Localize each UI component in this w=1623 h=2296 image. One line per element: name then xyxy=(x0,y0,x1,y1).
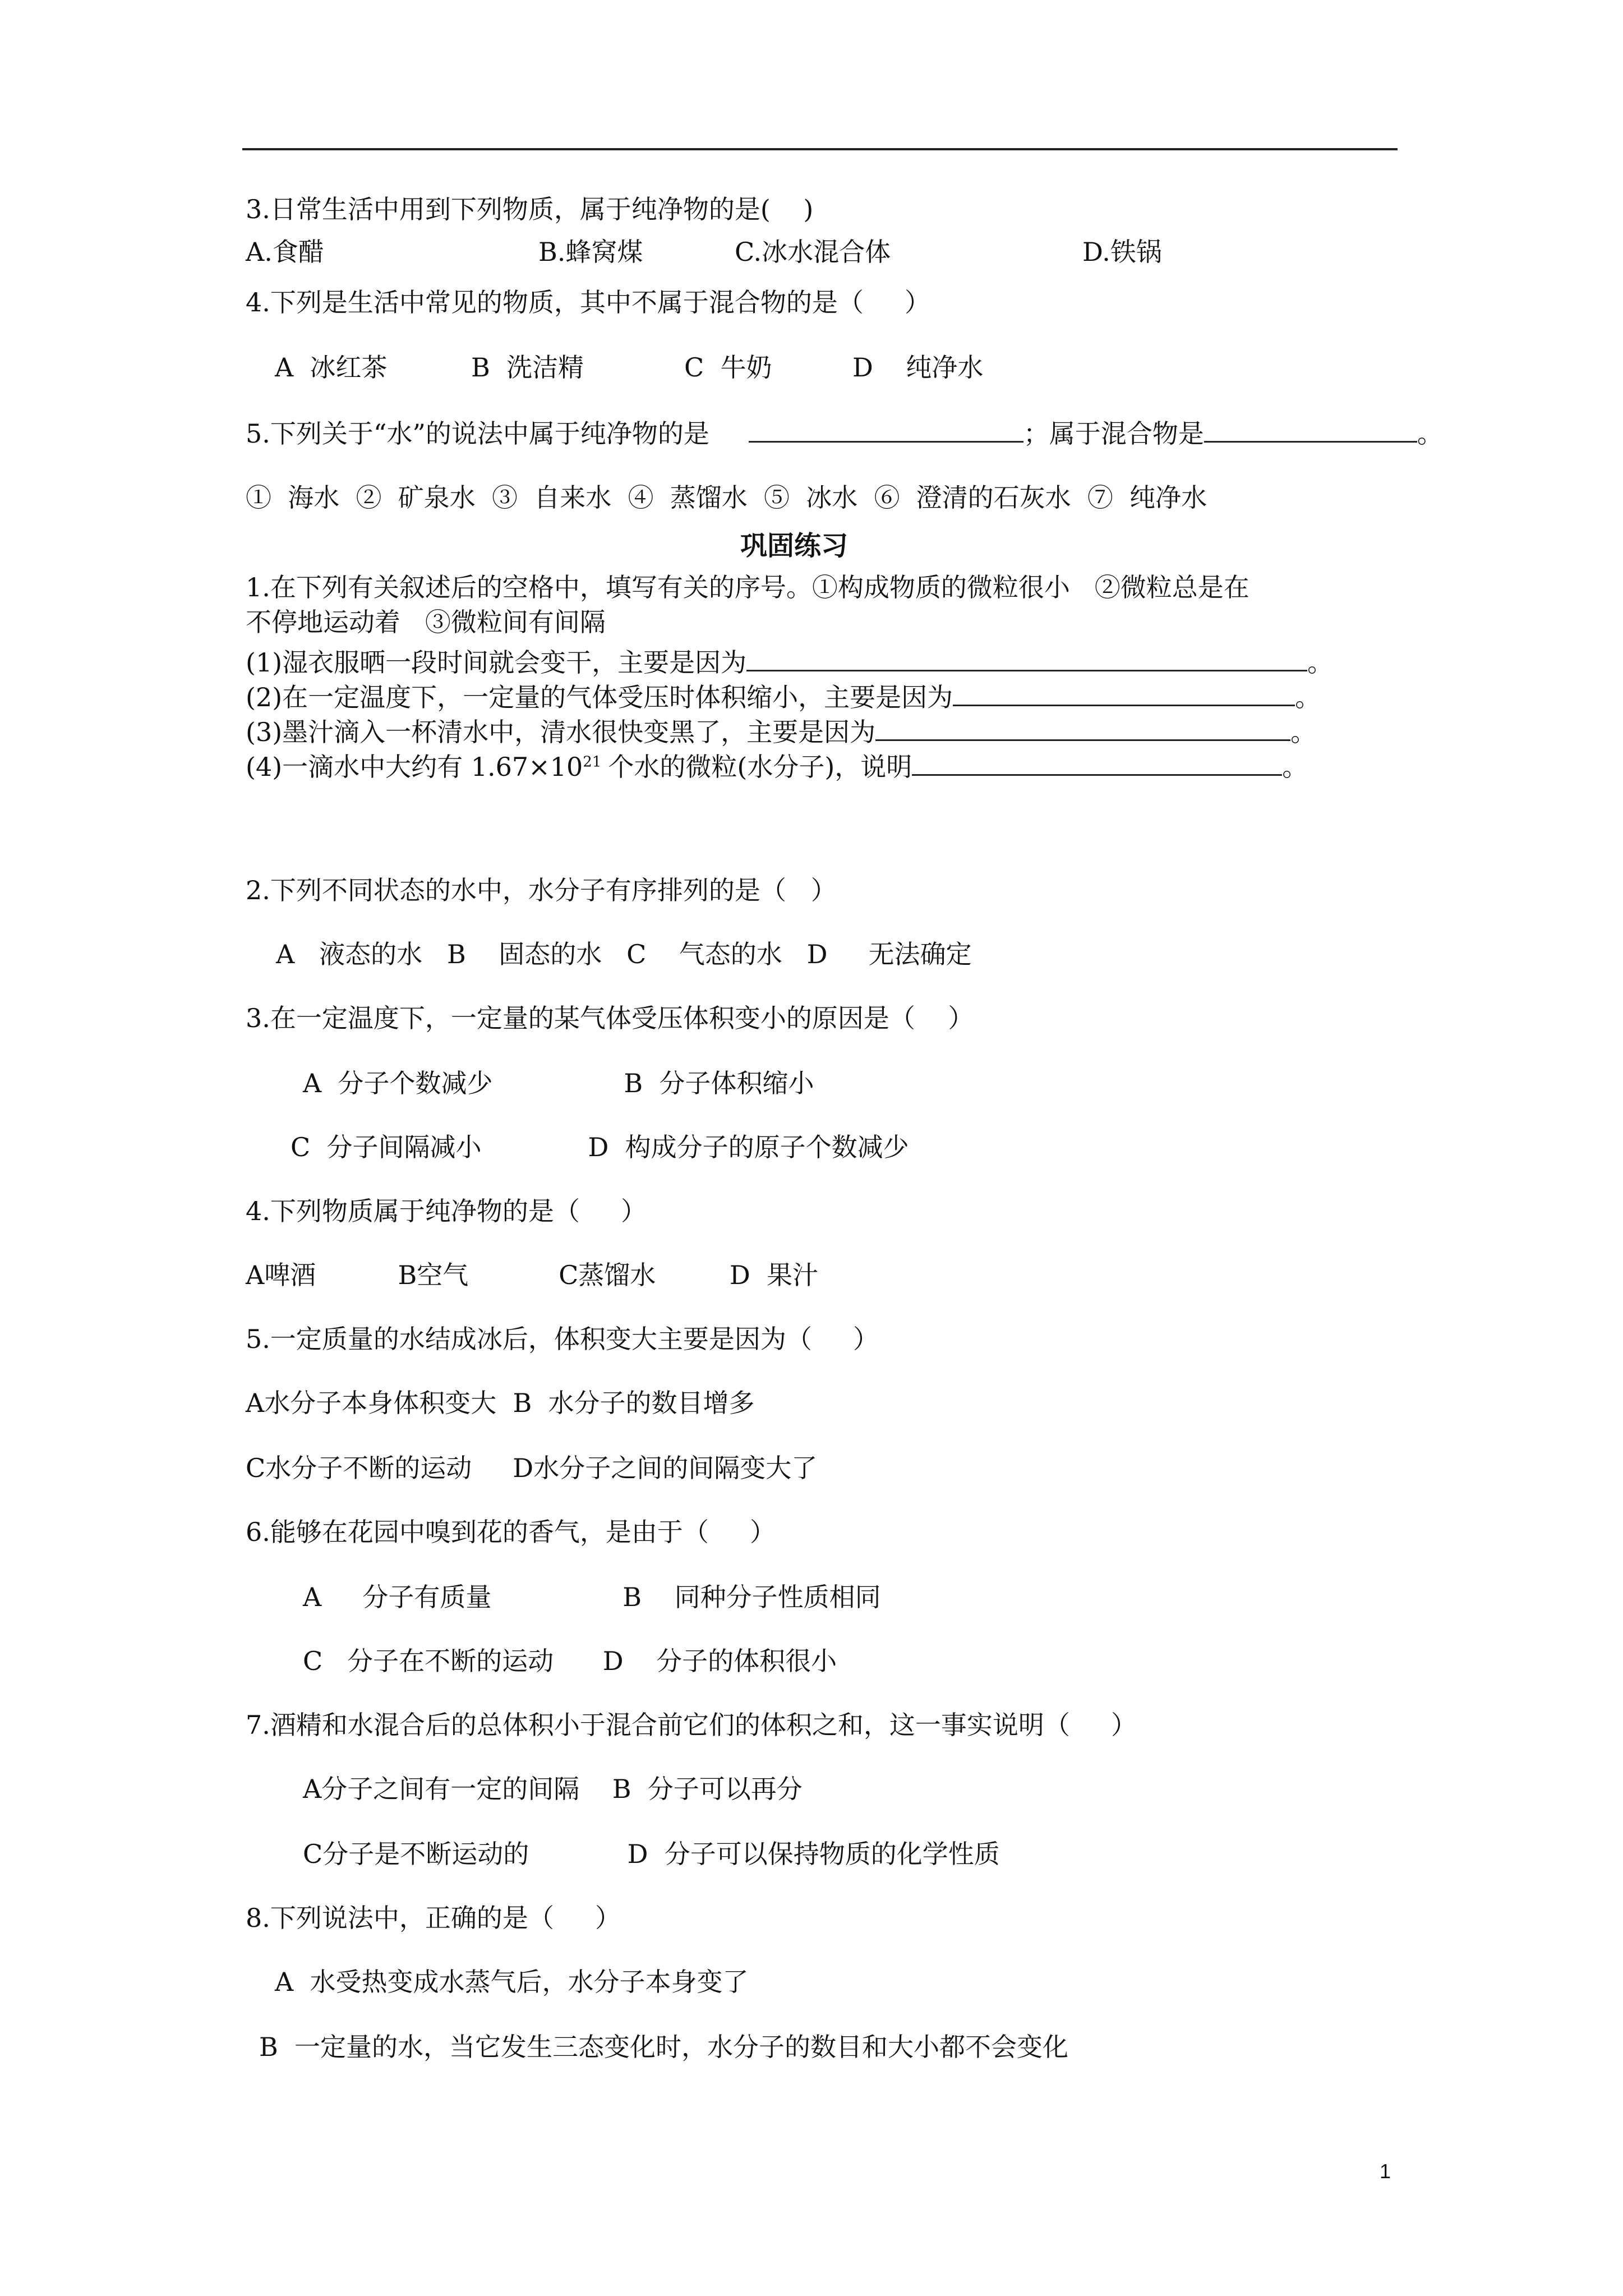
q4-stem: 4.下列是生活中常见的物质，其中不属于混合物的是（ ） xyxy=(246,287,930,318)
q4-option-c: C 牛奶 xyxy=(684,352,772,383)
header-rule xyxy=(242,148,1398,150)
ex1-sub2-blank[interactable] xyxy=(953,680,1295,706)
ex1-sub4-text-b: 个水的微粒(水分子)，说明 xyxy=(608,752,912,782)
ex1-sub1-end: 。 xyxy=(1307,647,1334,678)
ex8-option-b: B 一定量的水，当它发生三态变化时，水分子的数目和大小都不会变化 xyxy=(259,2032,1069,2062)
ex1-sub3-end: 。 xyxy=(1290,717,1317,747)
ex1-sub3-text: (3)墨汁滴入一杯清水中，清水很快变黑了，主要是因为 xyxy=(246,717,876,747)
ex5-stem: 5.一定质量的水结成冰后，体积变大主要是因为（ ） xyxy=(246,1324,879,1354)
ex5-options-row1: A水分子本身体积变大 B 水分子的数目增多 xyxy=(246,1388,755,1418)
q5-stem-middle: ；属于混合物是 xyxy=(1023,418,1204,449)
q3-option-c: C.冰水混合体 xyxy=(735,237,891,267)
ex3-options-row2: C 分子间隔减小 D 构成分子的原子个数减少 xyxy=(291,1132,909,1162)
q5-blank-pure[interactable] xyxy=(749,416,1023,443)
ex1-sub3 xyxy=(246,715,1316,748)
ex1-sub4-exponent: 21 xyxy=(583,753,602,771)
ex2-options: A 液态的水 B 固态的水 C 气态的水 D 无法确定 xyxy=(276,939,972,969)
q3-stem: 3.日常生活中用到下列物质，属于纯净物的是( ) xyxy=(246,194,814,224)
ex6-options-row2: C 分子在不断的运动 D 分子的体积很小 xyxy=(303,1646,837,1676)
ex6-stem: 6.能够在花园中嗅到花的香气，是由于（ ） xyxy=(246,1517,776,1547)
ex7-options-row2: C分子是不断运动的 D 分子可以保持物质的化学性质 xyxy=(303,1839,1000,1869)
ex6-options-row1: A 分子有质量 B 同种分子性质相同 xyxy=(303,1582,881,1612)
ex1-sub1 xyxy=(246,645,1333,679)
ex1-sub3-blank[interactable] xyxy=(875,715,1290,741)
ex1-sub4-text: (4)一滴水中大约有 1.67×10 xyxy=(246,752,583,782)
q5-stem xyxy=(246,416,1443,450)
ex3-options-row1: A 分子个数减少 B 分子体积缩小 xyxy=(303,1068,814,1098)
ex8-option-a: A 水受热变成水蒸气后，水分子本身变了 xyxy=(275,1967,749,1997)
ex1-stem-line1: 1.在下列有关叙述后的空格中，填写有关的序号。①构成物质的微粒很小 ②微粒总是在 xyxy=(246,572,1249,602)
q4-option-d: D 纯净水 xyxy=(852,352,984,383)
q3-option-b: B.蜂窝煤 xyxy=(538,237,643,267)
section-title: 巩固练习 xyxy=(740,530,849,562)
ex8-stem: 8.下列说法中，正确的是（ ） xyxy=(246,1903,621,1933)
ex1-sub2 xyxy=(246,680,1321,714)
ex1-sub4-end: 。 xyxy=(1282,752,1308,782)
q3-option-d: D.铁锅 xyxy=(1082,237,1162,267)
ex1-sub1-blank[interactable] xyxy=(746,645,1307,671)
ex7-stem: 7.酒精和水混合后的总体积小于混合前它们的体积之和，这一事实说明（ ） xyxy=(246,1710,1137,1740)
q5-items: ① 海水 ② 矿泉水 ③ 自来水 ④ 蒸馏水 ⑤ 冰水 ⑥ 澄清的石灰水 ⑦ 纯净水 xyxy=(246,482,1207,513)
q5-stem-text: 5.下列关于“水”的说法中属于纯净物的是 xyxy=(246,418,709,449)
ex4-options: A啤酒 B空气 C蒸馏水 D 果汁 xyxy=(246,1260,819,1290)
ex3-stem: 3.在一定温度下，一定量的某气体受压体积变小的原因是（ ） xyxy=(246,1003,974,1033)
ex4-stem: 4.下列物质属于纯净物的是（ ） xyxy=(246,1196,647,1226)
ex7-options-row1: A分子之间有一定的间隔 B 分子可以再分 xyxy=(303,1774,803,1804)
ex1-sub2-text: (2)在一定温度下，一定量的气体受压时体积缩小，主要是因为 xyxy=(246,682,953,712)
ex2-stem: 2.下列不同状态的水中，水分子有序排列的是（ ） xyxy=(246,875,837,905)
ex1-sub2-end: 。 xyxy=(1295,682,1321,712)
q3-option-a: A.食醋 xyxy=(246,237,324,267)
q4-option-b: B 洗洁精 xyxy=(471,352,584,383)
page-number: 1 xyxy=(1380,2160,1391,2183)
ex1-sub4-blank[interactable] xyxy=(912,749,1282,776)
q4-option-a: A 冰红茶 xyxy=(275,352,388,383)
ex1-stem-line2: 不停地运动着 ③微粒间有间隔 xyxy=(246,607,606,637)
ex5-options-row2: C水分子不断的运动 D水分子之间的间隔变大了 xyxy=(246,1453,818,1483)
ex1-sub4 xyxy=(246,749,1308,783)
q5-stem-end: 。 xyxy=(1417,418,1443,449)
ex1-sub1-text: (1)湿衣服晒一段时间就会变干，主要是因为 xyxy=(246,647,747,678)
q5-blank-mixture[interactable] xyxy=(1204,416,1417,443)
